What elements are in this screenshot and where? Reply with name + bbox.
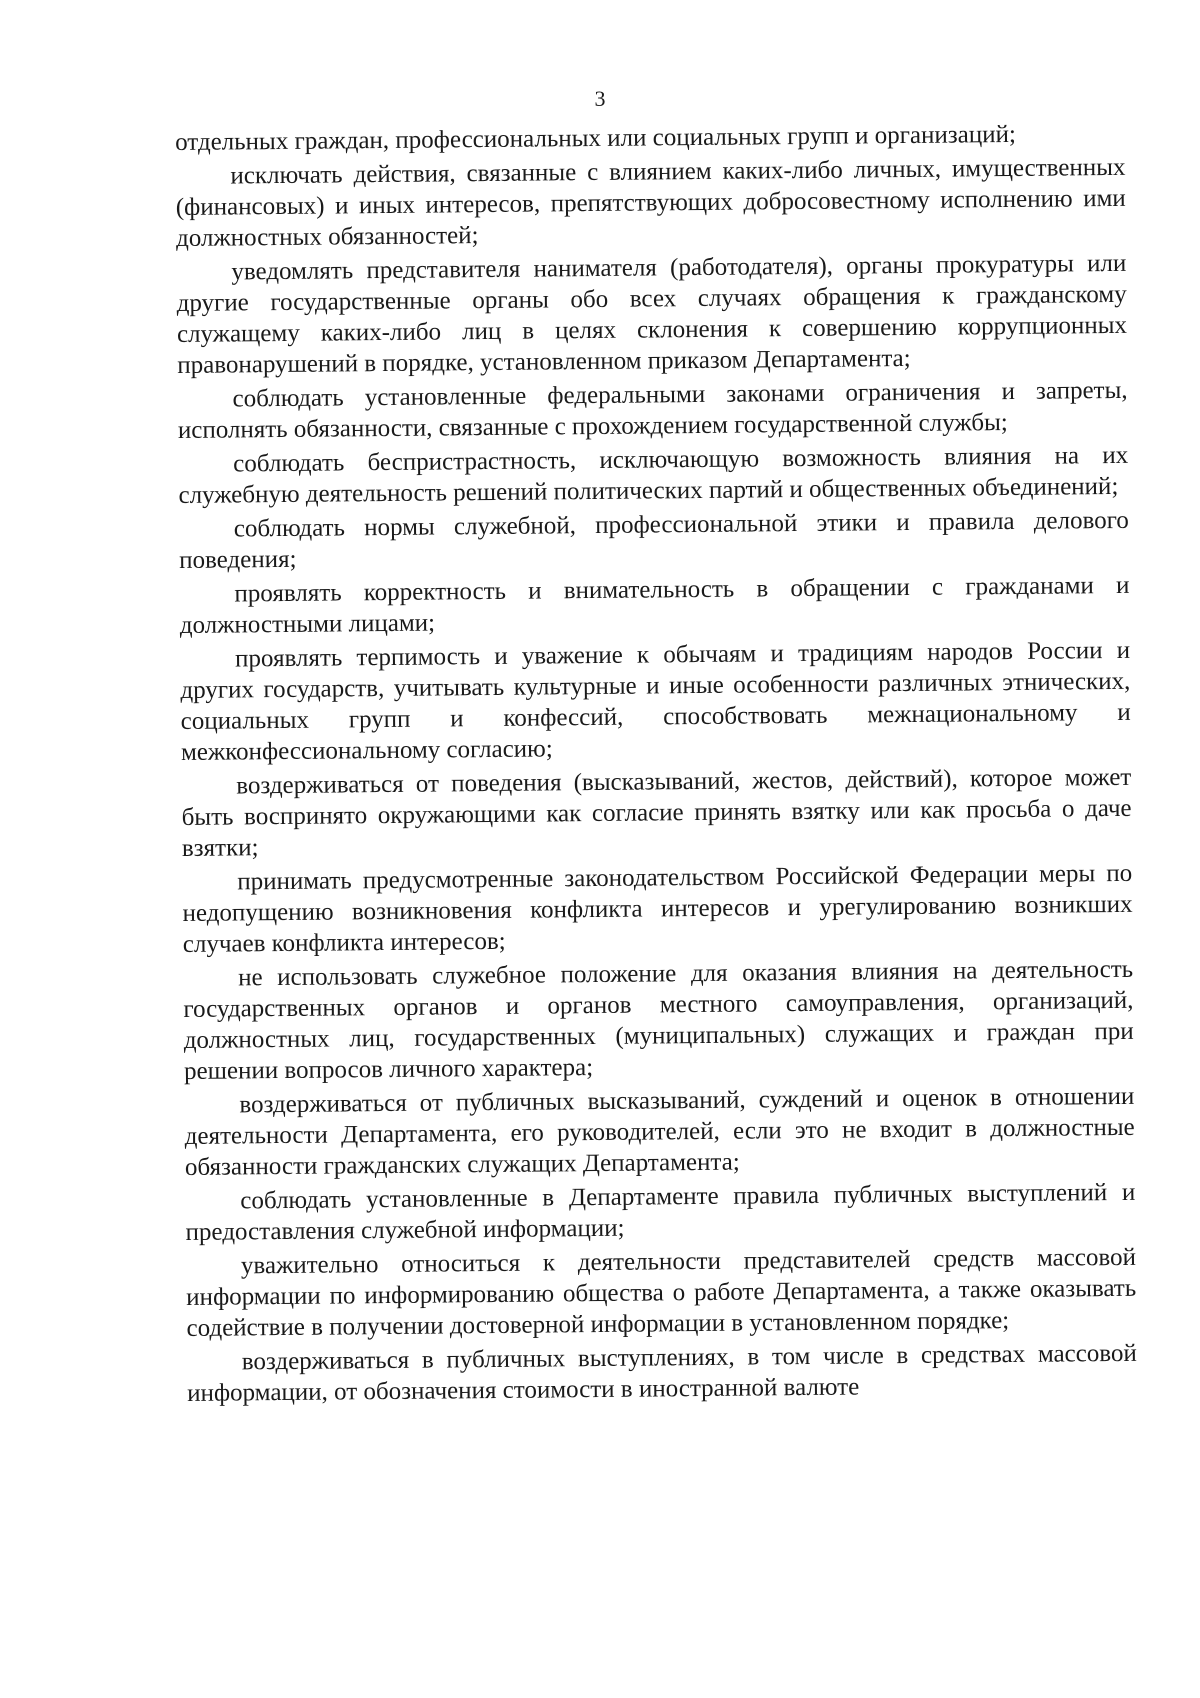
paragraph: уведомлять представителя нанимателя (работодателя), органы прокуратуры или другие государственные органы обо всех случаях обращения к гражданскому служащему каких-либо лиц в целях склонения к совершению коррупционных правонарушений в порядке, установленном приказом Департамента;	[176, 249, 1128, 379]
paragraph: воздерживаться в публичных выступлениях, в том числе в средствах массовой информации, от обозначения стоимости в иностранной валюте	[187, 1339, 1137, 1407]
paragraph: проявлять терпимость и уважение к обычаям и традициям народов России и других государств, учитывать культурные и иные особенности различных этнических, социальных групп и конфессий, способствовать межнациональному и межконфессиональному согласию;	[180, 636, 1131, 766]
paragraph: уважительно относиться к деятельности представителей средств массовой информации по информированию общества о работе Департамента, а также оказывать содействие в получении достоверной информации в установленном порядке;	[186, 1243, 1137, 1342]
paragraph: соблюдать нормы служебной, профессиональной этики и правила делового поведения;	[179, 506, 1129, 574]
paragraph: соблюдать установленные в Департаменте правила публичных выступлений и предоставления служебной информации;	[185, 1178, 1136, 1246]
paragraph: принимать предусмотренные законодательством Российской Федерации меры по недопущению возникновения конфликта интересов и урегулированию возникших случаев конфликта интересов;	[182, 859, 1133, 958]
paragraph: отдельных граждан, профессиональных или социальных групп и организаций;	[175, 120, 1016, 156]
paragraph: воздерживаться от публичных высказываний, суждений и оценок в отношении деятельности Департамента, его руководителей, если это не входит в должностные обязанности гражданских служащих Департамента;	[184, 1082, 1135, 1181]
paragraph: соблюдать беспристрастность, исключающую возможность влияния на их служебную деятельность решений политических партий и общественных объединений;	[178, 441, 1129, 509]
page-number: 3	[594, 86, 606, 111]
document-body	[175, 118, 1137, 1412]
paragraph: проявлять корректность и внимательность в обращении с гражданами и должностными лицами;	[179, 571, 1130, 639]
paragraph: исключать действия, связанные с влиянием каких-либо личных, имущественных (финансовых) и иных интересов, препятствующих добросовестному исполнению ими должностных обязанностей;	[175, 153, 1126, 252]
paragraph: не использовать служебное положение для оказания влияния на деятельность государственных органов и органов местного самоуправления, организаций, должностных лиц, государственных (муниципальных) служащих и граждан при решении вопросов личного характера;	[183, 955, 1134, 1085]
paragraph: соблюдать установленные федеральными законами ограничения и запреты, исполнять обязанности, связанные с прохождением государственной службы;	[177, 376, 1128, 444]
paragraph: воздерживаться от поведения (высказываний, жестов, действий), которое может быть воспринято окружающими как согласие принять взятку или как просьба о даче взятки;	[181, 763, 1132, 862]
